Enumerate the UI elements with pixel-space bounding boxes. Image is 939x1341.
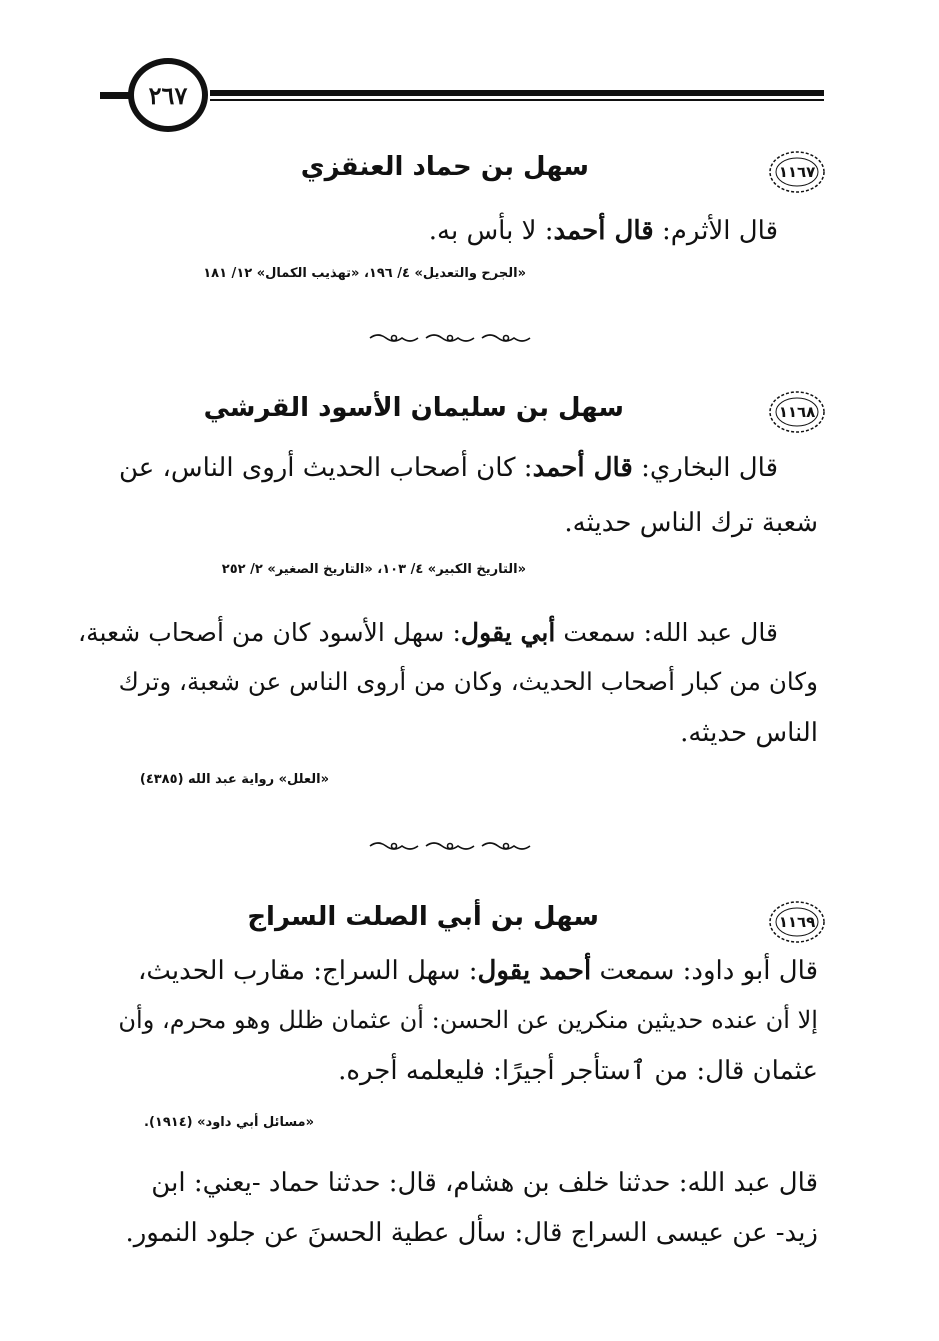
paragraph-line: وكان من كبار أصحاب الحديث، وكان من أروى الناس عن شعبة، وترك <box>118 667 818 696</box>
bold-text: أحمد يقول <box>477 956 592 986</box>
text-span: : كان أصحاب الحديث أروى الناس، عن <box>118 453 533 483</box>
header-rule-thin <box>210 99 824 101</box>
bold-text: أبي يقول <box>460 617 556 647</box>
text-span: : سهل السراج: مقارب الحديث، <box>137 956 478 986</box>
source-citation: «التاريخ الكبير» ٤/ ١٠٣، «التاريخ الصغير» ٢/ ٢٥٢ <box>221 562 526 577</box>
entry-number: ١١٦٩ <box>778 913 816 931</box>
divider-ornament <box>368 331 534 345</box>
text-span: : سهل الأسود كان من أصحاب شعبة، <box>77 618 461 647</box>
entry-number: ١١٦٨ <box>778 403 816 421</box>
entry-number-badge <box>768 900 826 944</box>
paragraph-line <box>429 218 778 244</box>
paragraph-line: إلا أن عنده حديثين منكرين عن الحسن: أن عثمان ظلل وهو محرم، وأن <box>118 1006 818 1034</box>
source-citation: «العلل» رواية عبد الله (٤٣٨٥) <box>139 772 329 787</box>
divider-ornament <box>368 839 534 853</box>
paragraph-line: زيد- عن عيسى السراج قال: سأل عطية الحسنَ عن جلود النمور. <box>125 1218 818 1248</box>
source-citation: «مسائل أبي داود» (١٩١٤). <box>144 1115 314 1130</box>
text-span: قال عبد الله: سمعت <box>555 618 778 647</box>
paragraph-line <box>138 958 818 984</box>
paragraph-line <box>77 617 778 647</box>
page-number: ٢٦٧ <box>128 58 208 132</box>
text-span: قال الأثرم: <box>653 216 778 246</box>
source-citation: «الجرح والتعديل» ٤/ ١٩٦، «تهذيب الكمال» ١٢/ ١٨١ <box>203 266 526 281</box>
text-span: قال البخاري: <box>632 453 778 483</box>
text-span: قال أبو داود: سمعت <box>591 956 818 986</box>
paragraph-line: شعبة ترك الناس حديثه. <box>564 508 818 538</box>
paragraph-line: عثمان قال: من ٱستأجر أجيرًا: فليعلمه أجره. <box>338 1056 818 1086</box>
text-span: : لا بأس به. <box>428 216 554 246</box>
bold-text: قال أحمد <box>532 453 633 483</box>
paragraph-line: الناس حديثه. <box>680 718 818 748</box>
entry-number-badge <box>768 390 826 434</box>
entry-number: ١١٦٧ <box>778 163 816 181</box>
header-rule <box>210 90 824 96</box>
entry-title: سهل بن حماد العنقزي <box>300 152 589 182</box>
paragraph-line <box>119 455 778 481</box>
entry-number-badge <box>768 150 826 194</box>
entry-title: سهل بن سليمان الأسود القرشي <box>203 393 624 423</box>
paragraph-line: قال عبد الله: حدثنا خلف بن هشام، قال: حدثنا حماد -يعني: ابن <box>151 1168 818 1198</box>
bold-text: قال أحمد <box>553 216 654 246</box>
entry-title: سهل بن أبي الصلت السراج <box>247 902 599 932</box>
